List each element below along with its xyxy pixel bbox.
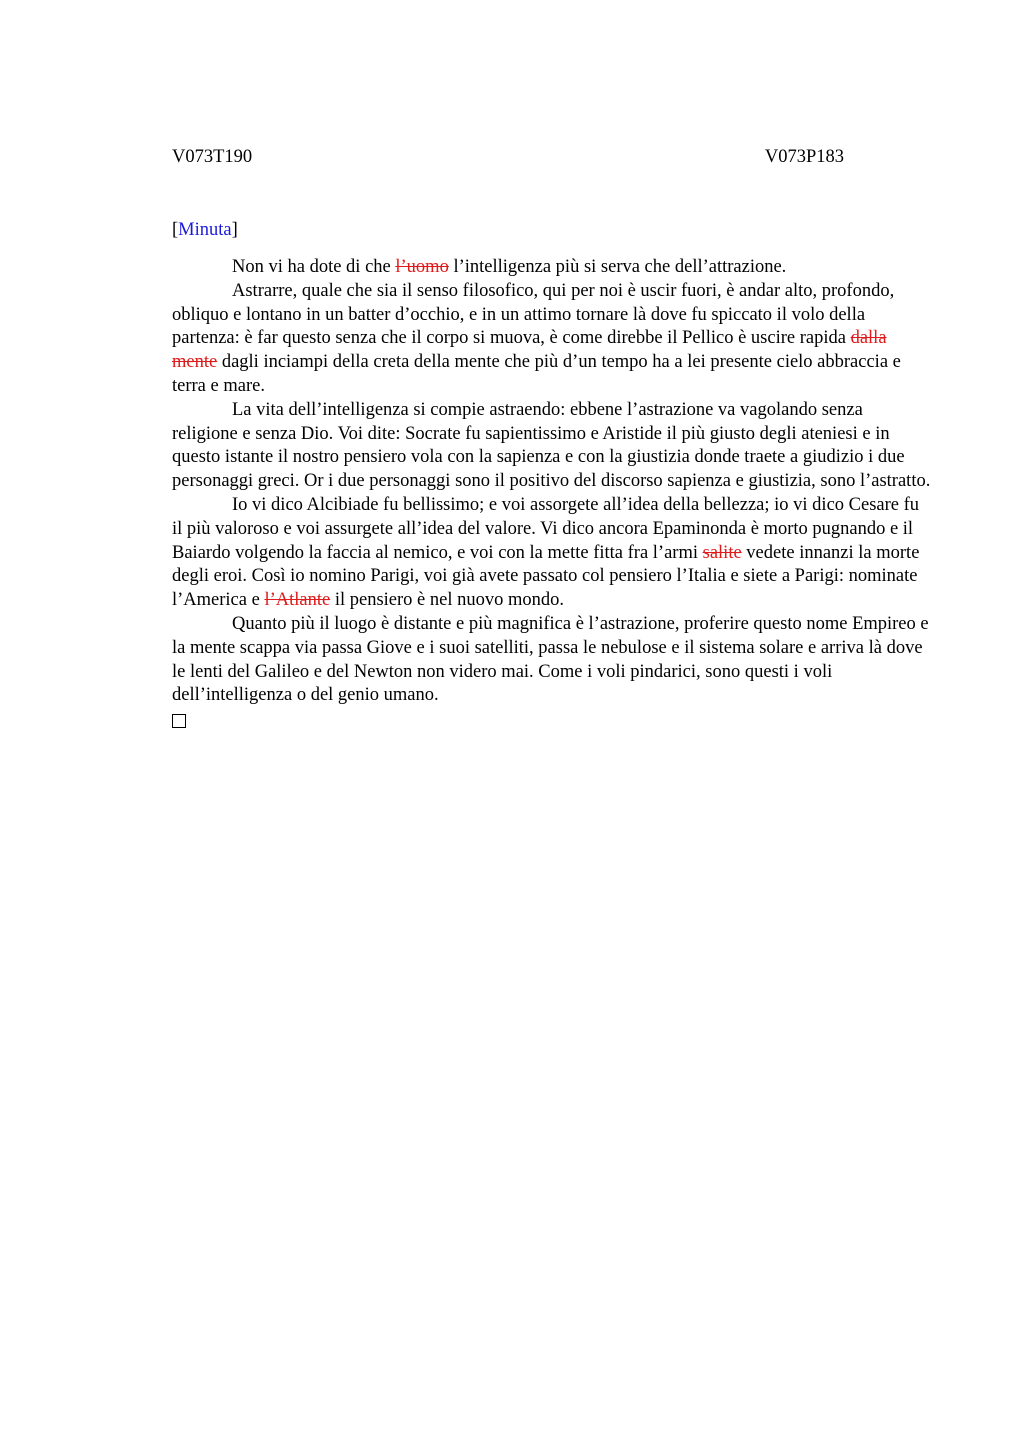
end-marker bbox=[172, 708, 932, 736]
paragraph-1 bbox=[172, 256, 932, 280]
paragraph-4-text-a: Io vi dico Alcibiade fu bellissimo; e voi assorgete all’idea della bellezza; io vi dico Cesare fu il più valoroso e voi assurgete all’idea del valore. Vi dico ancora Epaminonda è morto pugnando e il Baiardo volgendo la faccia al nemico, e voi con la mette fitta fra l’armi bbox=[172, 494, 920, 563]
document-page bbox=[172, 145, 932, 736]
bracket-open: [ bbox=[172, 220, 179, 240]
paragraph-4-text-c: il pensiero è nel nuovo mondo. bbox=[330, 590, 564, 611]
paragraph-3 bbox=[172, 399, 932, 494]
deletion-dalla-mente: dalla mente bbox=[172, 328, 887, 373]
bracket-close: ] bbox=[231, 220, 238, 240]
paragraph-2 bbox=[172, 280, 932, 399]
deletion-salite: salite bbox=[702, 542, 742, 563]
paragraph-3-text: La vita dell’intelligenza si compie astraendo: ebbene l’astrazione va vagolando senza religione e senza Dio. Voi dite: Socrate fu sapientissimo e Aristide il più giusto degli ateniesi e in questo istante il nostro pensiero vola con la sapienza e con la giustizia donde traete a giudizio i due personaggi greci. Or i due personaggi sono il positivo del discorso sapienza e giustizia, sono l’astratto. bbox=[172, 399, 931, 492]
section-label bbox=[172, 218, 932, 242]
deletion-luomo: l’uomo bbox=[395, 257, 449, 277]
paragraph-5 bbox=[172, 613, 932, 708]
right-code: V073P183 bbox=[764, 147, 844, 167]
left-code: V073T190 bbox=[172, 147, 253, 167]
header-row bbox=[172, 145, 844, 169]
paragraph-2-text-b: dagli inciampi della creta della mente che più d’un tempo ha a lei presente cielo abbraccia e terra e mare. bbox=[172, 352, 901, 396]
end-square-icon bbox=[172, 714, 186, 728]
paragraph-1-text-a: Non vi ha dote di che bbox=[232, 257, 396, 277]
paragraph-4-text-b: vedete innanzi la morte degli eroi. Così io nomino Parigi, voi già avete passato col pensiero l’Italia e siete a Parigi: nominate l’America e bbox=[172, 542, 920, 611]
paragraph-1-text-b: l’intelligenza più si serva che dell’attrazione. bbox=[448, 257, 787, 277]
paragraph-5-text: Quanto più il luogo è distante e più magnifica è l’astrazione, proferire questo nome Empireo e la mente scappa via passa Giove e i suoi satelliti, passa le nebulose e il sistema solare e arriva là dove le lenti del Galileo e del Newton non videro mai. Come i voli pindarici, sono questi i voli dell’intelligenza o del genio umano. bbox=[172, 613, 929, 706]
paragraph-2-text-a: Astrarre, quale che sia il senso filosofico, qui per noi è uscir fuori, è andar alto, profondo, obliquo e lontano in un batter d’occhio, e in un attimo tornare là dove fu spiccato il volo della partenza: è far questo senza che il corpo si muova, è come direbbe il Pellico è uscire rapida bbox=[172, 280, 895, 349]
deletion-latlante: l’Atlante bbox=[264, 590, 331, 611]
body-text bbox=[172, 256, 932, 736]
paragraph-4 bbox=[172, 494, 932, 613]
minuta-label: Minuta bbox=[178, 220, 232, 240]
